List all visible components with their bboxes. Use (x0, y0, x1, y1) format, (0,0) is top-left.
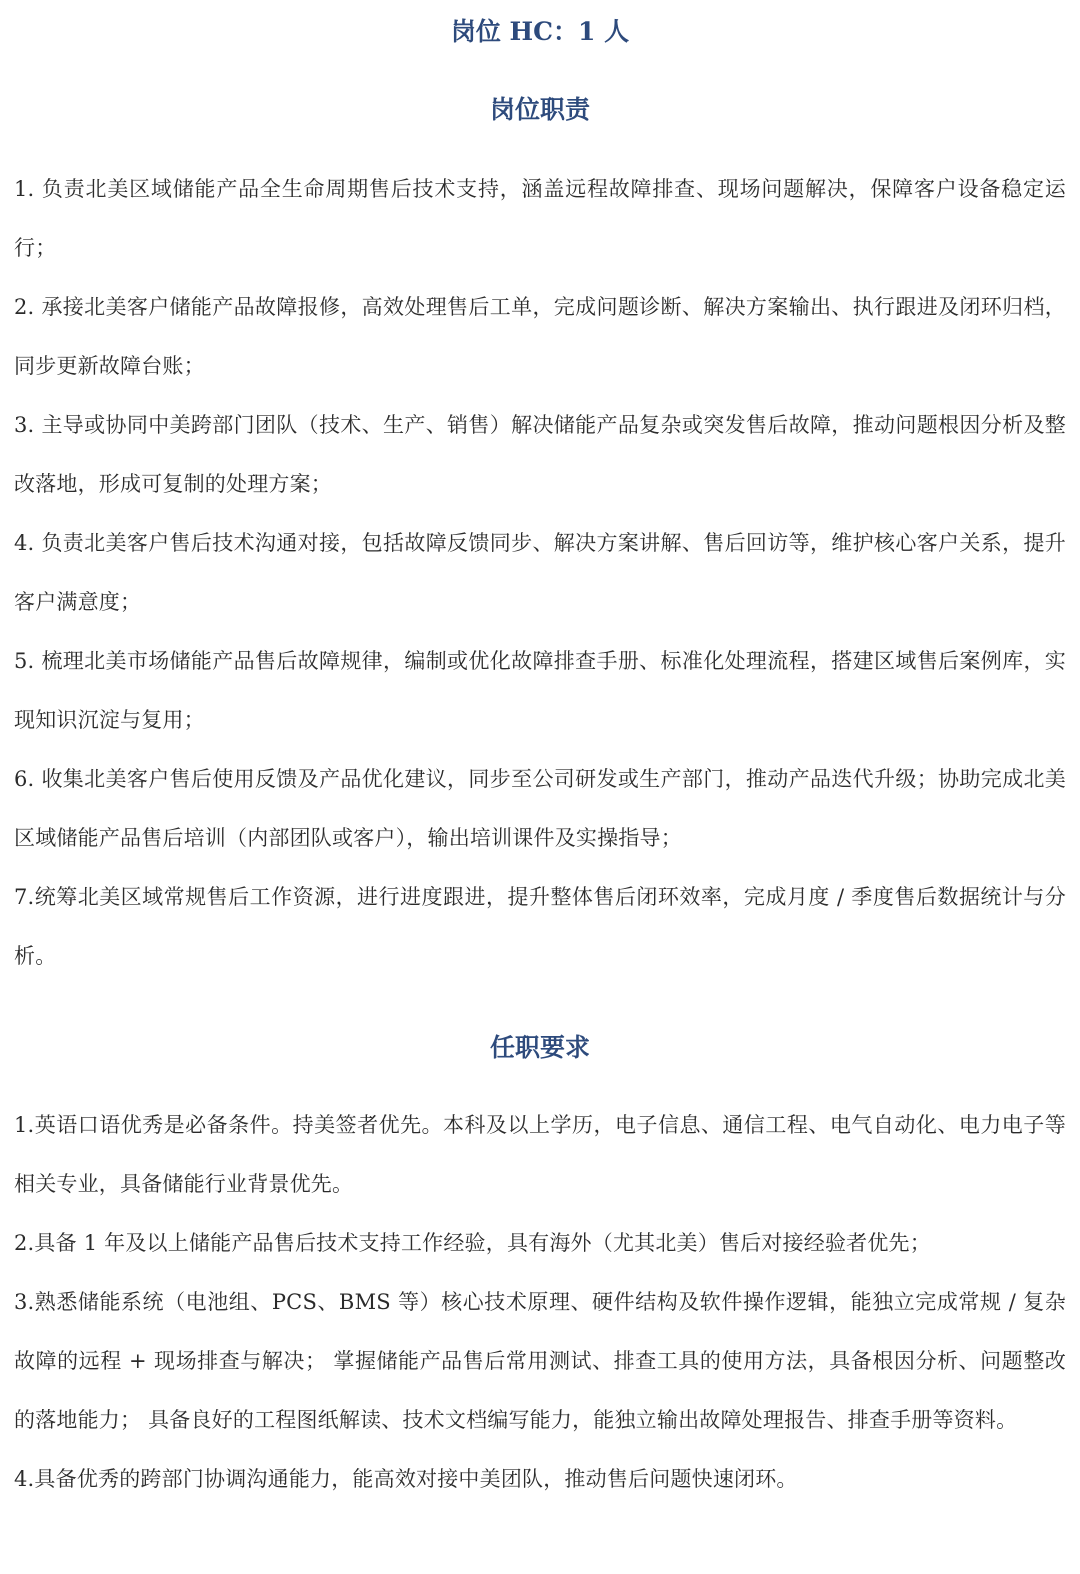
requirements-list (14, 1096, 1066, 1509)
duties-list (14, 160, 1066, 986)
requirements-section-title: 任职要求 (489, 1033, 590, 1062)
headcount-title: 岗位 HC：1 人 (450, 17, 630, 46)
requirement-item: 4.具备优秀的跨部门协调沟通能力，能高效对接中美团队，推动售后问题快速闭环。 (14, 1467, 798, 1491)
duties-section-title: 岗位职责 (489, 95, 590, 124)
requirement-item: 3.熟悉储能系统（电池组、PCS、BMS 等）核心技术原理、硬件结构及软件操作逻辑，能独立完成常规 / 复杂故障的远程 + 现场排查与解决； 掌握储能产品售后常用测试、排查工具的使用方法，具备根因分析、问题整改的落地能力； 具备良好的工程图纸解读、技术文档编写能力，能独立输出故障处理报告、排查手册等资料。 (14, 1290, 1066, 1432)
duty-item: 2. 承接北美客户储能产品故障报修，高效处理售后工单，完成问题诊断、解决方案输出、执行跟进及闭环归档，同步更新故障台账； (14, 295, 1066, 378)
duty-item: 1. 负责北美区域储能产品全生命周期售后技术支持，涵盖远程故障排查、现场问题解决，保障客户设备稳定运行； (14, 177, 1066, 260)
duty-item: 3. 主导或协同中美跨部门团队（技术、生产、销售）解决储能产品复杂或突发售后故障，推动问题根因分析及整改落地，形成可复制的处理方案； (14, 413, 1066, 496)
requirement-item: 1.英语口语优秀是必备条件。持美签者优先。本科及以上学历，电子信息、通信工程、电气自动化、电力电子等相关专业，具备储能行业背景优先。 (14, 1113, 1066, 1196)
requirement-item: 2.具备 1 年及以上储能产品售后技术支持工作经验，具有海外（尤其北美）售后对接经验者优先； (14, 1231, 931, 1255)
duty-item: 5. 梳理北美市场储能产品售后故障规律，编制或优化故障排查手册、标准化处理流程，搭建区域售后案例库，实现知识沉淀与复用； (14, 649, 1066, 732)
duty-item: 7.统筹北美区域常规售后工作资源，进行进度跟进，提升整体售后闭环效率，完成月度 / 季度售后数据统计与分析。 (14, 885, 1066, 968)
duty-item: 6. 收集北美客户售后使用反馈及产品优化建议，同步至公司研发或生产部门，推动产品迭代升级；协助完成北美区域储能产品售后培训（内部团队或客户），输出培训课件及实操指导； (14, 767, 1066, 850)
duty-item: 4. 负责北美客户售后技术沟通对接，包括故障反馈同步、解决方案讲解、售后回访等，维护核心客户关系，提升客户满意度； (14, 531, 1066, 614)
